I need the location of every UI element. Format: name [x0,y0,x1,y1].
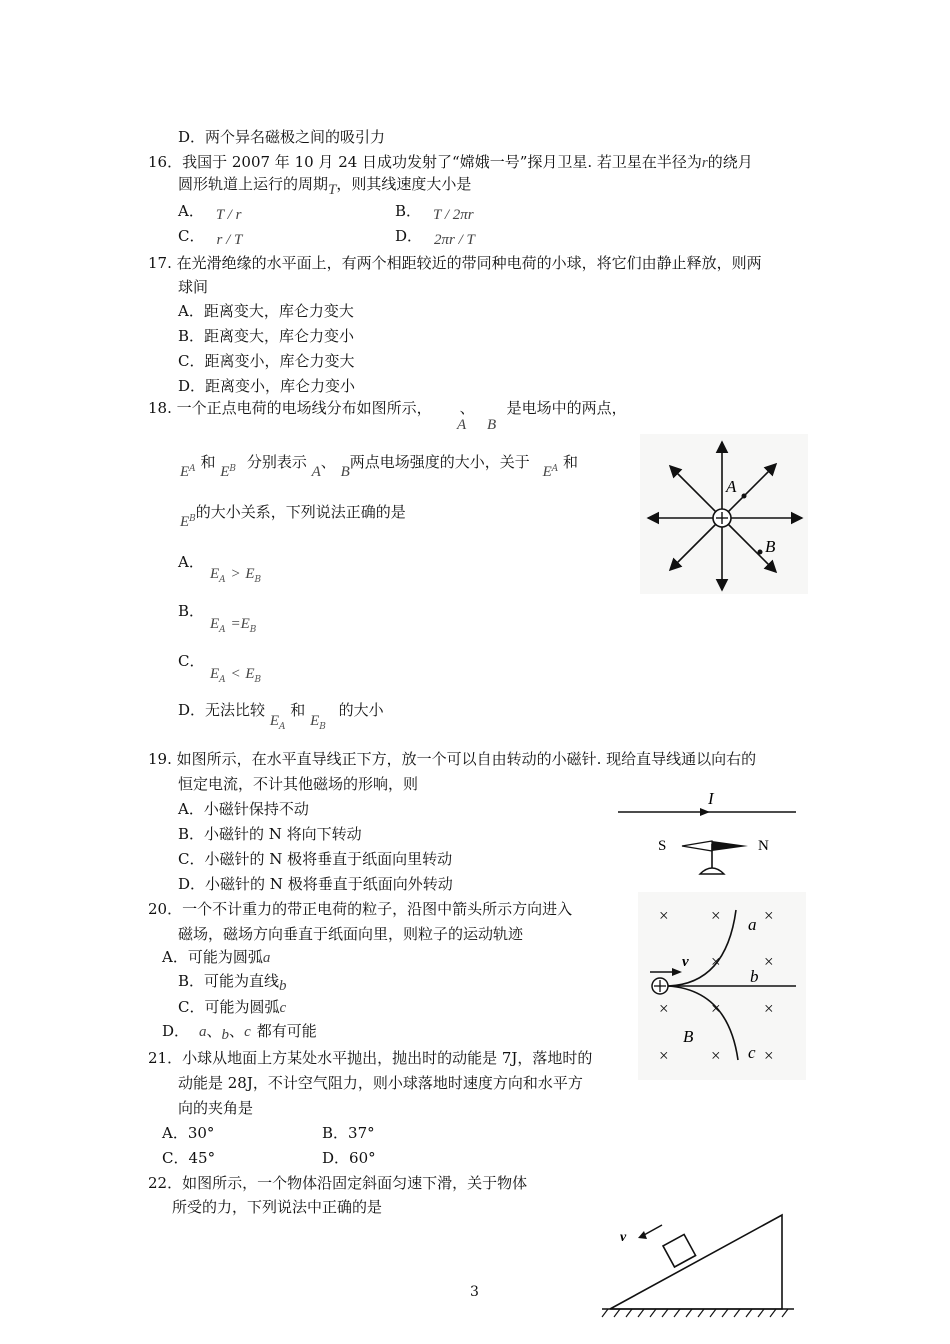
sliding-block [663,1234,696,1267]
point-a-dot [742,494,747,499]
incline [610,1215,782,1309]
fig-label-s: S [658,838,667,854]
field-cross: × [764,906,774,925]
needle-south-half [682,841,712,851]
q16-option-d: D． 2πr / T [395,227,475,248]
q18-point-b-label: B [487,417,497,433]
q18-option-b-label: B． [178,602,205,620]
fig-label-v: v [620,1230,627,1245]
fig-label-b: B [765,537,776,556]
q20-option-b: B．可能为直线b [178,972,287,994]
q18-stem-line3: $E_B$的大小关系，下列说法正确的是 [180,503,406,530]
q21-option-d: D．60° [322,1149,376,1167]
q15-option-d: D．两个异名磁极之间的吸引力 [178,128,386,146]
velocity-arrow-head-icon [638,1231,647,1239]
q21-stem-line2: 动能是 28J，不计空气阻力，则小球落地时速度方向和水平方 [178,1074,583,1092]
q21-option-a: A．30° [162,1124,215,1142]
q17-stem-line1: 17. 在光滑绝缘的水平面上，有两个相距较近的带同种电荷的小球，将它们由静止释放，则两 [148,254,762,272]
q18-option-a-label: A． [178,553,204,571]
q16-stem-line2: 圆形轨道上运行的周期T，则其线速度大小是 [178,175,472,198]
field-cross: × [764,1046,774,1065]
q18-stem-line2: $E_A$ 和 $E_B$ 分别表示 A、 B两点电场强度的大小，关于 $E_A$ 和 [180,453,579,480]
q19-option-a: A．小磁针保持不动 [178,800,309,818]
q19-option-c: C．小磁针的 N 极将垂直于纸面向里转动 [178,850,453,868]
q16-option-a: A． T / r [178,202,242,223]
q20-stem-line1: 20．一个不计重力的带正电荷的粒子，沿图中箭头所示方向进入 [148,900,573,918]
q19-option-d: D．小磁针的 N 极将垂直于纸面向外转动 [178,875,453,893]
q16-option-c: C． r / T [178,227,243,248]
q19-stem-line2: 恒定电流，不计其他磁场的形响，则 [178,775,419,793]
field-cross: × [711,952,721,971]
q19-wire-figure [612,786,802,882]
field-cross: × [711,906,721,925]
velocity-arrow [644,1225,662,1235]
q18-stem-line1: 18. 一个正点电荷的电场线分布如图所示， 、 是电场中的两点， [148,399,627,417]
point-b-dot [758,550,763,555]
q18-point-a-label: A [457,417,467,433]
fig-label-n: N [758,838,769,854]
q17-option-d: D．距离变小，库仑力变小 [178,377,356,395]
q17-option-a: A．距离变大，库仑力变大 [178,302,354,320]
q22-incline-figure [580,1205,806,1327]
needle-base [700,868,724,874]
q20-magnetic-figure [638,892,806,1080]
q17-option-c: C．距离变小，库仑力变大 [178,352,355,370]
q21-option-b: B．37° [322,1124,375,1142]
q18-option-b-math: $E_A =E_B$ [210,616,257,635]
q16-stem-line1: 16．我国于 2007 年 10 月 24 日成功发射了“嫦娥一号”探月卫星. 若卫星在半径为r的绕月 [148,153,753,171]
q18-option-c-label: C． [178,652,205,670]
needle-north-half [712,841,748,851]
field-cross: × [711,1046,721,1065]
q20-option-c: C．可能为圆弧c [178,998,287,1016]
field-cross: × [711,999,721,1018]
q21-stem-line1: 21．小球从地面上方某处水平抛出，抛出时的动能是 7J，落地时的 [148,1049,593,1067]
q18-option-c-math: $E_A < E_B$ [210,666,262,685]
field-cross: × [659,999,669,1018]
q20-stem-line2: 磁场，磁场方向垂直于纸面向里，则粒子的运动轨迹 [178,925,524,943]
fig-label-v: v [682,954,689,970]
page-number: 3 [470,1284,479,1300]
q21-option-c: C．45° [162,1149,216,1167]
field-cross: × [764,952,774,971]
fig-label-a: a [748,915,757,934]
q22-stem-line2: 所受的力，下列说法中正确的是 [172,1198,383,1216]
fig-label-a: A [726,477,737,496]
q18-field-figure [640,434,808,594]
q17-stem-line2: 球间 [178,278,209,296]
fig-label-b: b [750,967,759,986]
field-cross: × [659,1046,669,1065]
fig-label-c: c [748,1043,756,1062]
fig-label-field-b: B [683,1027,694,1046]
current-arrow-icon [700,808,710,816]
q19-option-b: B．小磁针的 N 将向下转动 [178,825,362,843]
q21-stem-line3: 向的夹角是 [178,1099,254,1117]
ground-hatching [602,1309,788,1317]
q20-option-a: A．可能为圆弧a [162,948,271,966]
q19-stem-line1: 19. 如图所示，在水平直导线正下方，放一个可以自由转动的小磁针. 现给直导线通以向右的 [148,750,757,768]
q18-option-d: D．无法比较 $E_A$ 和 $E_B$ 的大小 [178,701,384,732]
q17-option-b: B．距离变大，库仑力变小 [178,327,355,345]
field-cross: × [659,906,669,925]
q22-stem-line1: 22．如图所示，一个物体沿固定斜面匀速下滑，关于物体 [148,1174,528,1192]
q18-option-a-math: $E_A > E_B$ [210,566,262,585]
q16-option-b: B． T / 2πr [395,202,474,223]
q20-option-d: D． a、b、c 都有可能 [162,1022,317,1043]
field-cross: × [764,999,774,1018]
fig-label-current: I [708,789,714,808]
